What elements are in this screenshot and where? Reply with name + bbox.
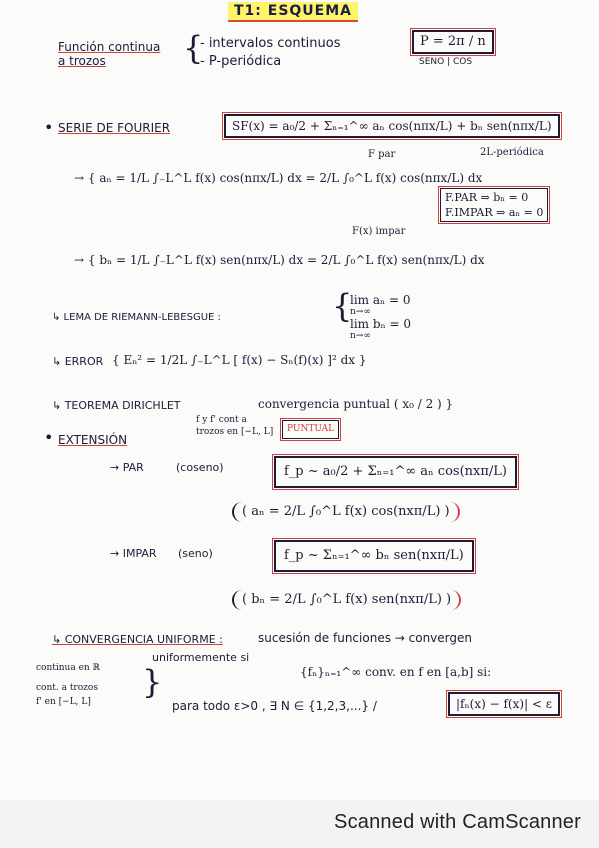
puntual-box: PUNTUAL: [282, 420, 339, 439]
fourier-formula-box: SF(x) = a₀/2 + Σₙ₌₁^∞ aₙ cos(nπx/L) + bₙ sen(nπx/L): [224, 114, 560, 138]
an-formula: → { aₙ = 1/L ∫₋L^L f(x) cos(nπx/L) dx = 2/L ∫₀^L f(x) cos(nπx/L) dx: [74, 171, 483, 185]
uniform-cond-2: cont. a trozos: [36, 683, 98, 693]
page-title: T1: ESQUEMA: [228, 2, 358, 22]
uniform-text: sucesión de funciones → convergen: [258, 631, 472, 645]
impar-coef: ( bₙ = 2/L ∫₀^L f(x) sen(nxπ/L) ): [232, 590, 461, 610]
lemma-bn-sub: n→∞: [350, 331, 371, 341]
dirichlet-label: ↳ TEOREMA DIRICHLET: [52, 399, 181, 412]
definition-item-intervals: - intervalos continuos: [200, 36, 341, 51]
period-2l-note: 2L-periódica: [480, 147, 544, 158]
uniform-condition: para todo ε>0 , ∃ N ∈ {1,2,3,...} /: [172, 699, 377, 713]
bullet-extension: •: [44, 428, 54, 447]
impar-formula-box: f_p ~ Σₙ₌₁^∞ bₙ sen(nxπ/L): [274, 540, 474, 572]
definition-label: Función continua a trozos: [58, 40, 161, 68]
definition-brace: {: [183, 29, 204, 67]
impar-label: → IMPAR: [110, 547, 157, 560]
period-note: SENO | COS: [419, 57, 473, 67]
bn-formula: → { bₙ = 1/L ∫₋L^L f(x) sen(nπx/L) dx = 2/L ∫₀^L f(x) sen(nπx/L) dx: [74, 253, 485, 267]
uniform-cond-3: f' en [−L, L]: [36, 697, 91, 707]
fpar-note: F par: [368, 149, 396, 160]
par-type: (coseno): [176, 461, 224, 474]
lemma-bn: lim bₙ = 0: [350, 317, 412, 331]
lemma-an-sub: n→∞: [350, 307, 371, 317]
dirichlet-result: convergencia puntual ( x₀ / 2 ) }: [258, 397, 454, 411]
uniform-inequality-box: |fₙ(x) − f(x)| < ε: [448, 692, 560, 716]
parity-odd: F.IMPAR ⇒ aₙ = 0: [445, 206, 544, 219]
uniform-cond-1: continua en ℝ: [36, 663, 101, 673]
error-label: ↳ ERROR: [52, 355, 104, 368]
par-formula-box: f_p ~ a₀/2 + Σₙ₌₁^∞ aₙ cos(nxπ/L): [274, 456, 517, 488]
fimpar-note: F(x) impar: [352, 226, 406, 237]
lemma-an: lim aₙ = 0: [350, 293, 411, 307]
period-box: P = 2π / n: [412, 30, 494, 54]
lemma-brace: {: [332, 287, 353, 325]
dirichlet-cond-2: trozos en [−L, L]: [196, 427, 274, 437]
uniform-brace: }: [142, 663, 163, 701]
parity-even: F.PAR ⇒ bₙ = 0: [445, 191, 529, 204]
parity-box: [440, 188, 548, 222]
par-label: → PAR: [110, 461, 144, 474]
bullet-fourier: •: [44, 118, 54, 137]
uniform-label: ↳ CONVERGENCIA UNIFORME :: [52, 633, 223, 646]
fourier-label: SERIE DE FOURIER: [58, 121, 171, 135]
extension-label: EXTENSIÓN: [58, 433, 128, 447]
impar-type: (seno): [178, 547, 213, 560]
scanner-watermark: Scanned with CamScanner: [334, 811, 581, 833]
par-coef: ( aₙ = 2/L ∫₀^L f(x) cos(nxπ/L) ): [232, 502, 460, 522]
dirichlet-cond-1: f y f' cont a: [196, 415, 247, 425]
lemma-label: ↳ LEMA DE RIEMANN-LEBESGUE :: [52, 312, 221, 323]
error-formula: { Eₙ² = 1/2L ∫₋L^L [ f(x) − Sₙ(f)(x) ]² dx }: [112, 353, 367, 367]
uniform-text-2: uniformemente si: [152, 651, 250, 664]
definition-item-periodic: - P-periódica: [200, 54, 282, 69]
uniform-sequence: {fₙ}ₙ₌₁^∞ conv. en f en [a,b] si:: [300, 665, 492, 679]
